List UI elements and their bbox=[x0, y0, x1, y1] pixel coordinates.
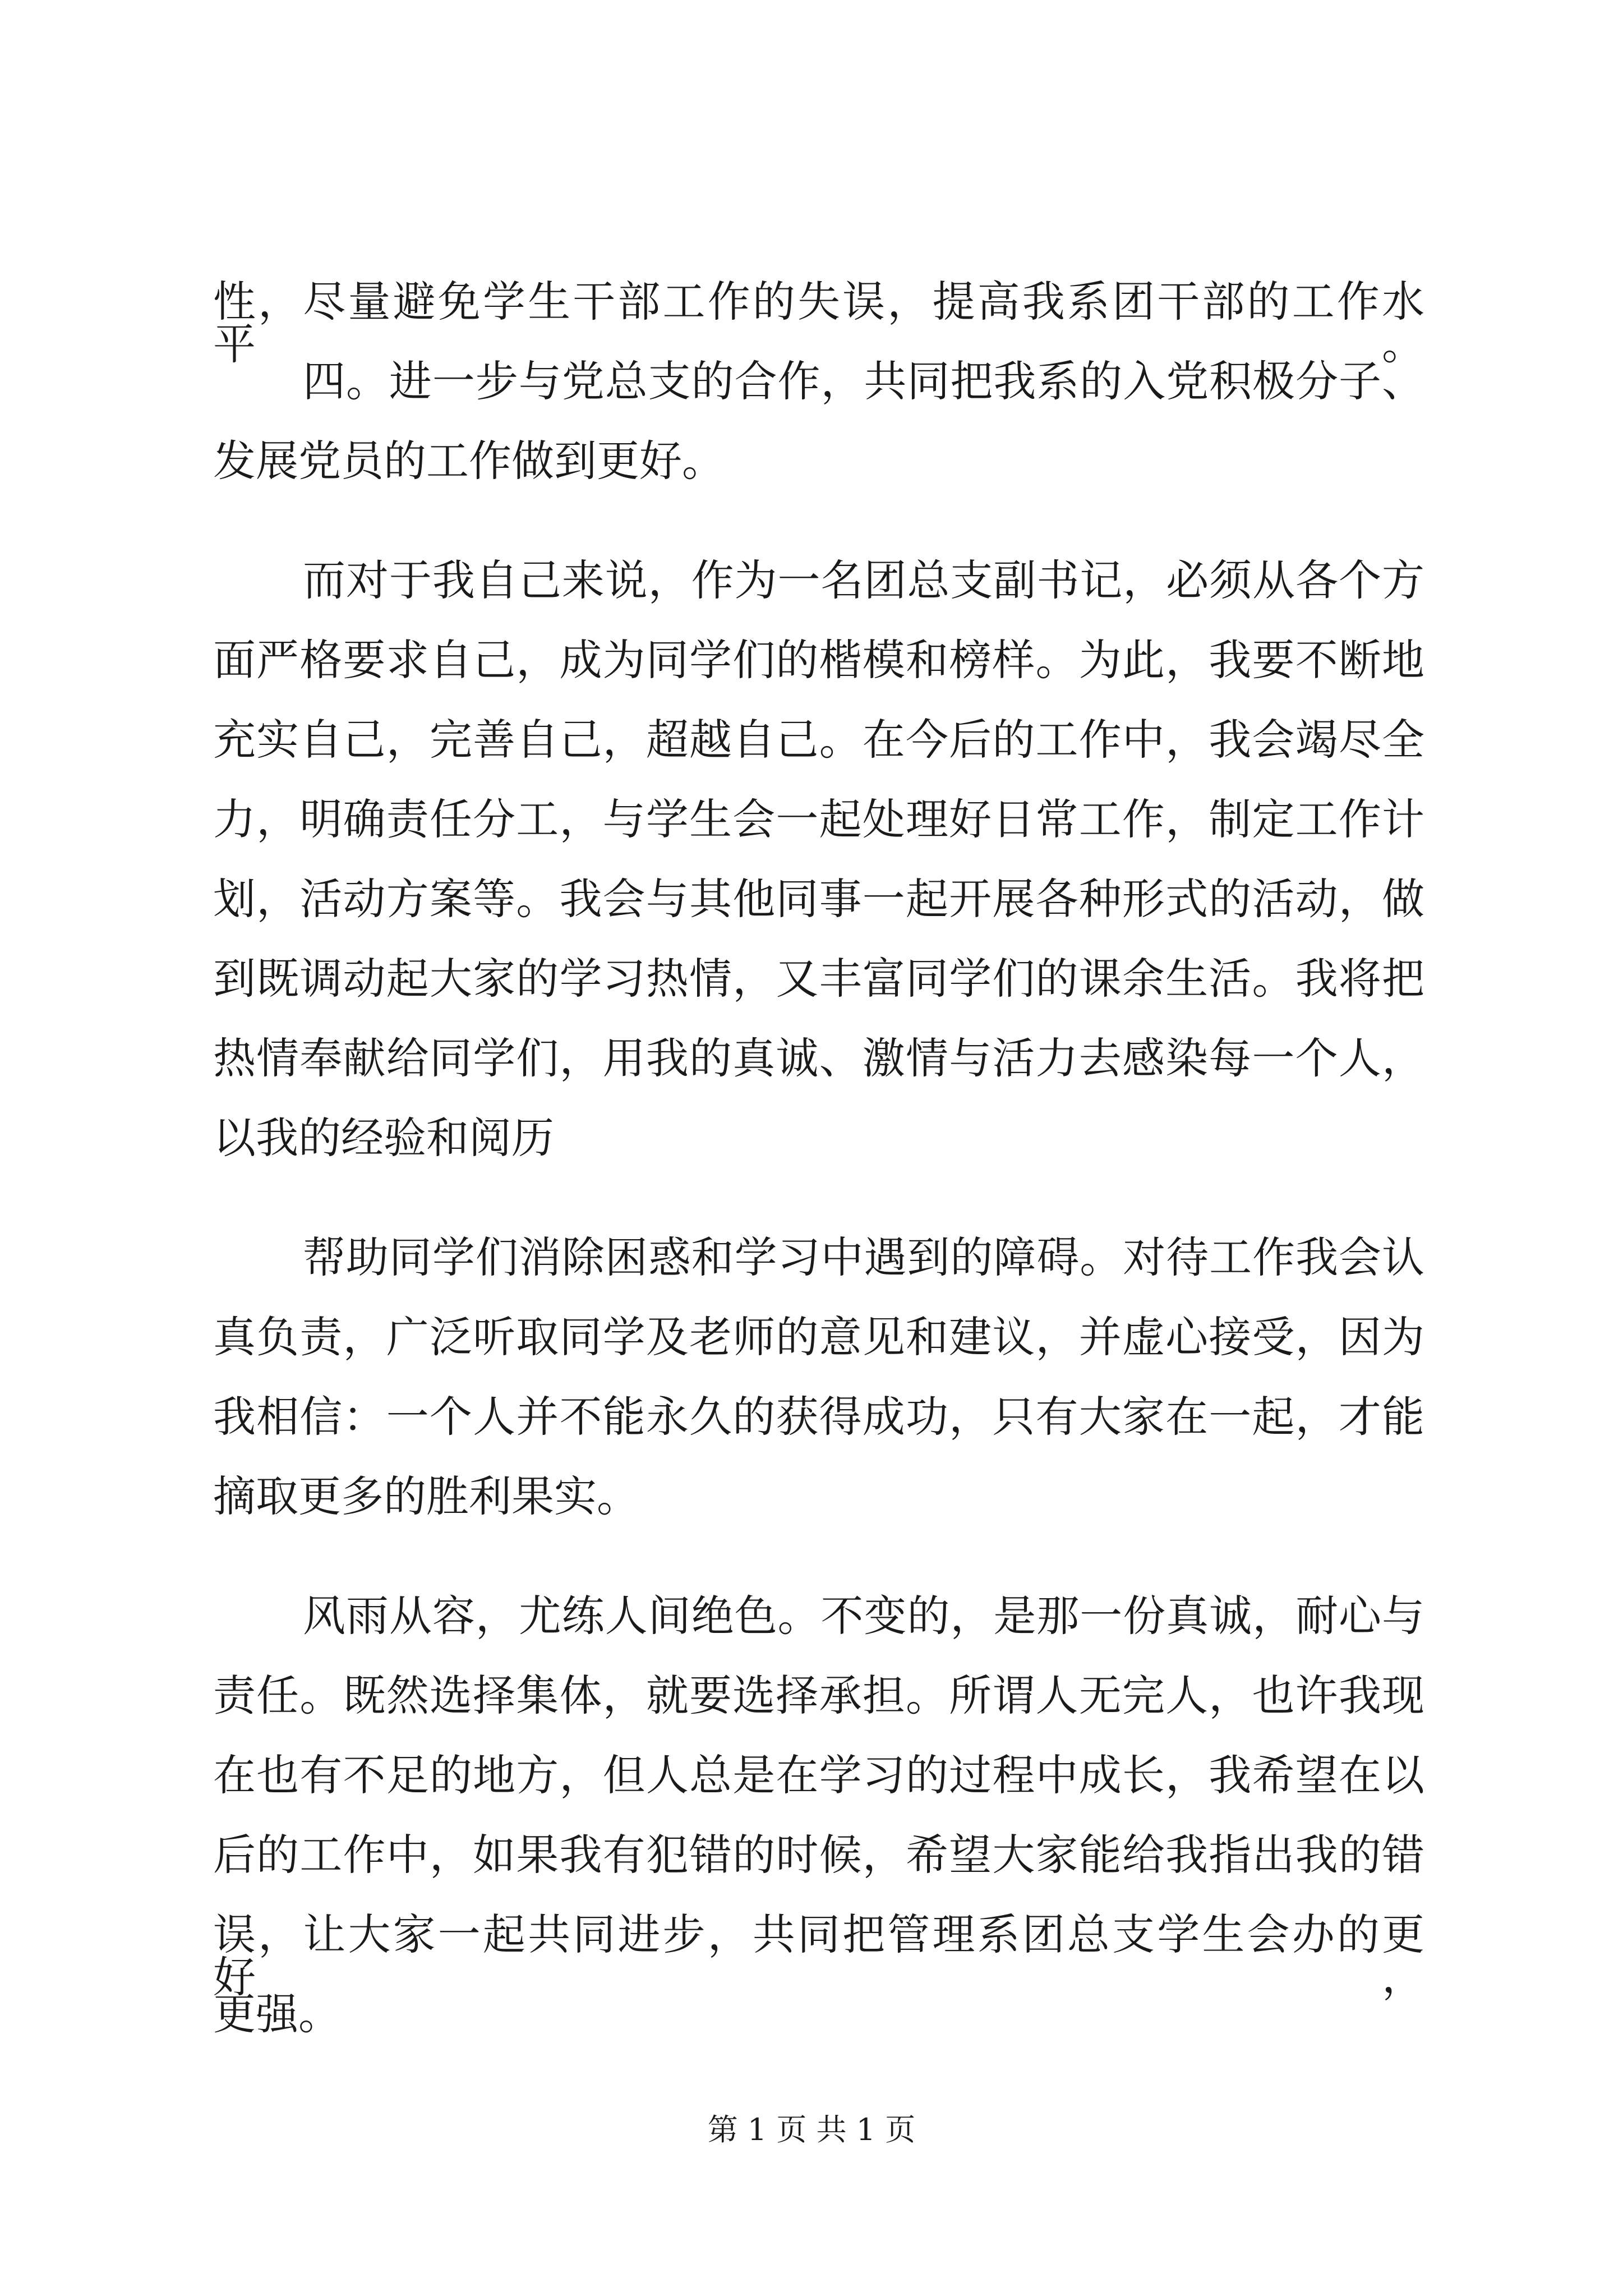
body-line: 性，尽量避免学生干部工作的失误，提高我系团干部的工作水平。 bbox=[213, 277, 1424, 369]
body-line: 而对于我自己来说，作为一名团总支副书记，必须从各个方 bbox=[303, 555, 1424, 605]
body-line: 发展党员的工作做到更好。 bbox=[213, 436, 725, 486]
body-line: 后的工作中，如果我有犯错的时候，希望大家能给我指出我的错 bbox=[213, 1830, 1424, 1880]
body-line: 四。进一步与党总支的合作，共同把我系的入党积极分子、 bbox=[303, 356, 1424, 406]
page-number-footer: 第 1 页 共 1 页 bbox=[707, 2112, 916, 2147]
body-line: 更强。 bbox=[213, 1989, 341, 2039]
body-line: 我相信：一个人并不能永久的获得成功，只有大家在一起，才能 bbox=[213, 1392, 1424, 1442]
body-line: 在也有不足的地方，但人总是在学习的过程中成长，我希望在以 bbox=[213, 1750, 1424, 1800]
body-line: 风雨从容，尤练人间绝色。不变的，是那一份真诚，耐心与 bbox=[303, 1591, 1424, 1641]
body-line: 面严格要求自己，成为同学们的楷模和榜样。为此，我要不断地 bbox=[213, 635, 1424, 685]
body-line: 到既调动起大家的学习热情，又丰富同学们的课余生活。我将把 bbox=[213, 954, 1424, 1004]
body-line: 划，活动方案等。我会与其他同事一起开展各种形式的活动，做 bbox=[213, 874, 1424, 924]
body-line: 充实自己，完善自己，超越自己。在今后的工作中，我会竭尽全 bbox=[213, 715, 1424, 765]
body-line: 误，让大家一起共同进步，共同把管理系团总支学生会办的更好， bbox=[213, 1910, 1424, 2002]
body-line: 真负责，广泛听取同学及老师的意见和建议，并虚心接受，因为 bbox=[213, 1312, 1424, 1362]
body-line: 帮助同学们消除困惑和学习中遇到的障碍。对待工作我会认 bbox=[303, 1232, 1424, 1282]
body-line: 责任。既然选择集体，就要选择承担。所谓人无完人，也许我现 bbox=[213, 1671, 1424, 1720]
body-line: 摘取更多的胜利果实。 bbox=[213, 1471, 639, 1521]
body-line: 热情奉献给同学们，用我的真诚、激情与活力去感染每一个人， bbox=[213, 1033, 1424, 1083]
body-line: 力，明确责任分工，与学生会一起处理好日常工作，制定工作计 bbox=[213, 794, 1424, 844]
body-line: 以我的经验和阅历 bbox=[213, 1113, 554, 1163]
